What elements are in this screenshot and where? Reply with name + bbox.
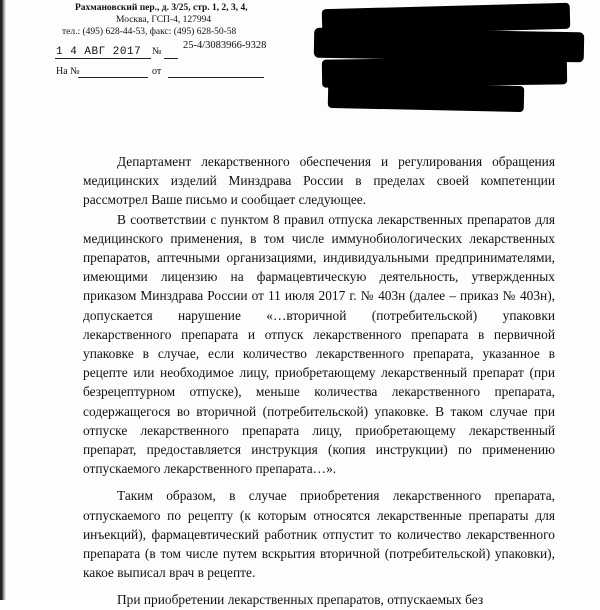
paragraph-conclusion: Таким образом, в случае приобретения лекарственного препарата, отпускаемого по рецепту (к которым относятся лекарственные препараты для инъекций), фармацевтический работник отпустит то количество лекарственного препарата (в том числе путем вскрытия вторичной (потребительской) упаковки), какое выписал врач в рецепте. bbox=[83, 488, 555, 581]
reply-date-label: от bbox=[152, 66, 162, 77]
registration-number: 25-4/3083966-9328 bbox=[183, 40, 267, 51]
paragraph-rules: В соответствии с пунктом 8 правил отпуска лекарственных препаратов для медицинского применения, в том числе иммунобиологических лекарственных препаратов, аптечными организациями, индивидуальными предпринимателями, имеющими лицензию на фармацевтическую деятельность, утвержденных приказом Минздрава России от 11 июля 2017 г. № 403н (далее – приказ № 403н), допускается нарушение «…вторичной (потребительской) упаковки лекарственного препарата и отпуск лекарственного препарата в первичной упаковке в случае, если количество лекарственного препарата, указанное в рецепте или необходимое лицу, приобретающему лекарственный препарат (при безрецептурном отпуске), меньше количества лекарственного препарата, содержащегося во вторичной (потребительской) упаковке. В таком случае при отпуске лекарственного препарата лицу, приобретающему лекарственный препарат, предоставляется инструкция (копия инструкции) по применению отпускаемого лекарственного препарата…». bbox=[83, 211, 555, 477]
reply-date-underline bbox=[168, 77, 264, 78]
number-underline bbox=[164, 58, 178, 59]
sender-contacts: тел.: (495) 628-44-53, факс: (495) 628-50-58 bbox=[62, 27, 237, 37]
document-date: 1 4 АВГ 2017 bbox=[56, 46, 142, 58]
letter-body bbox=[83, 152, 555, 610]
number-label: № bbox=[152, 46, 162, 57]
sender-address-line-2: Москва, ГСП-4, 127994 bbox=[116, 15, 212, 25]
reply-number-underline bbox=[78, 77, 148, 78]
paragraph-intro: Департамент лекарственного обеспечения и регулирования обращения медицинских изделий Минздрава России в пределах своей компетенции рассмотрел Ваше письмо и сообщает следующее. bbox=[83, 154, 555, 208]
redaction-block bbox=[328, 82, 525, 112]
paragraph-continued: При приобретении лекарственных препаратов, отпускаемых без bbox=[117, 592, 484, 608]
sender-address-line-1: Рахмановский пер., д. 3/25, стр. 1, 2, 3, 4, bbox=[75, 3, 248, 13]
reply-to-number-label: На № bbox=[56, 66, 80, 77]
scan-edge bbox=[0, 0, 6, 600]
date-underline bbox=[55, 58, 151, 59]
